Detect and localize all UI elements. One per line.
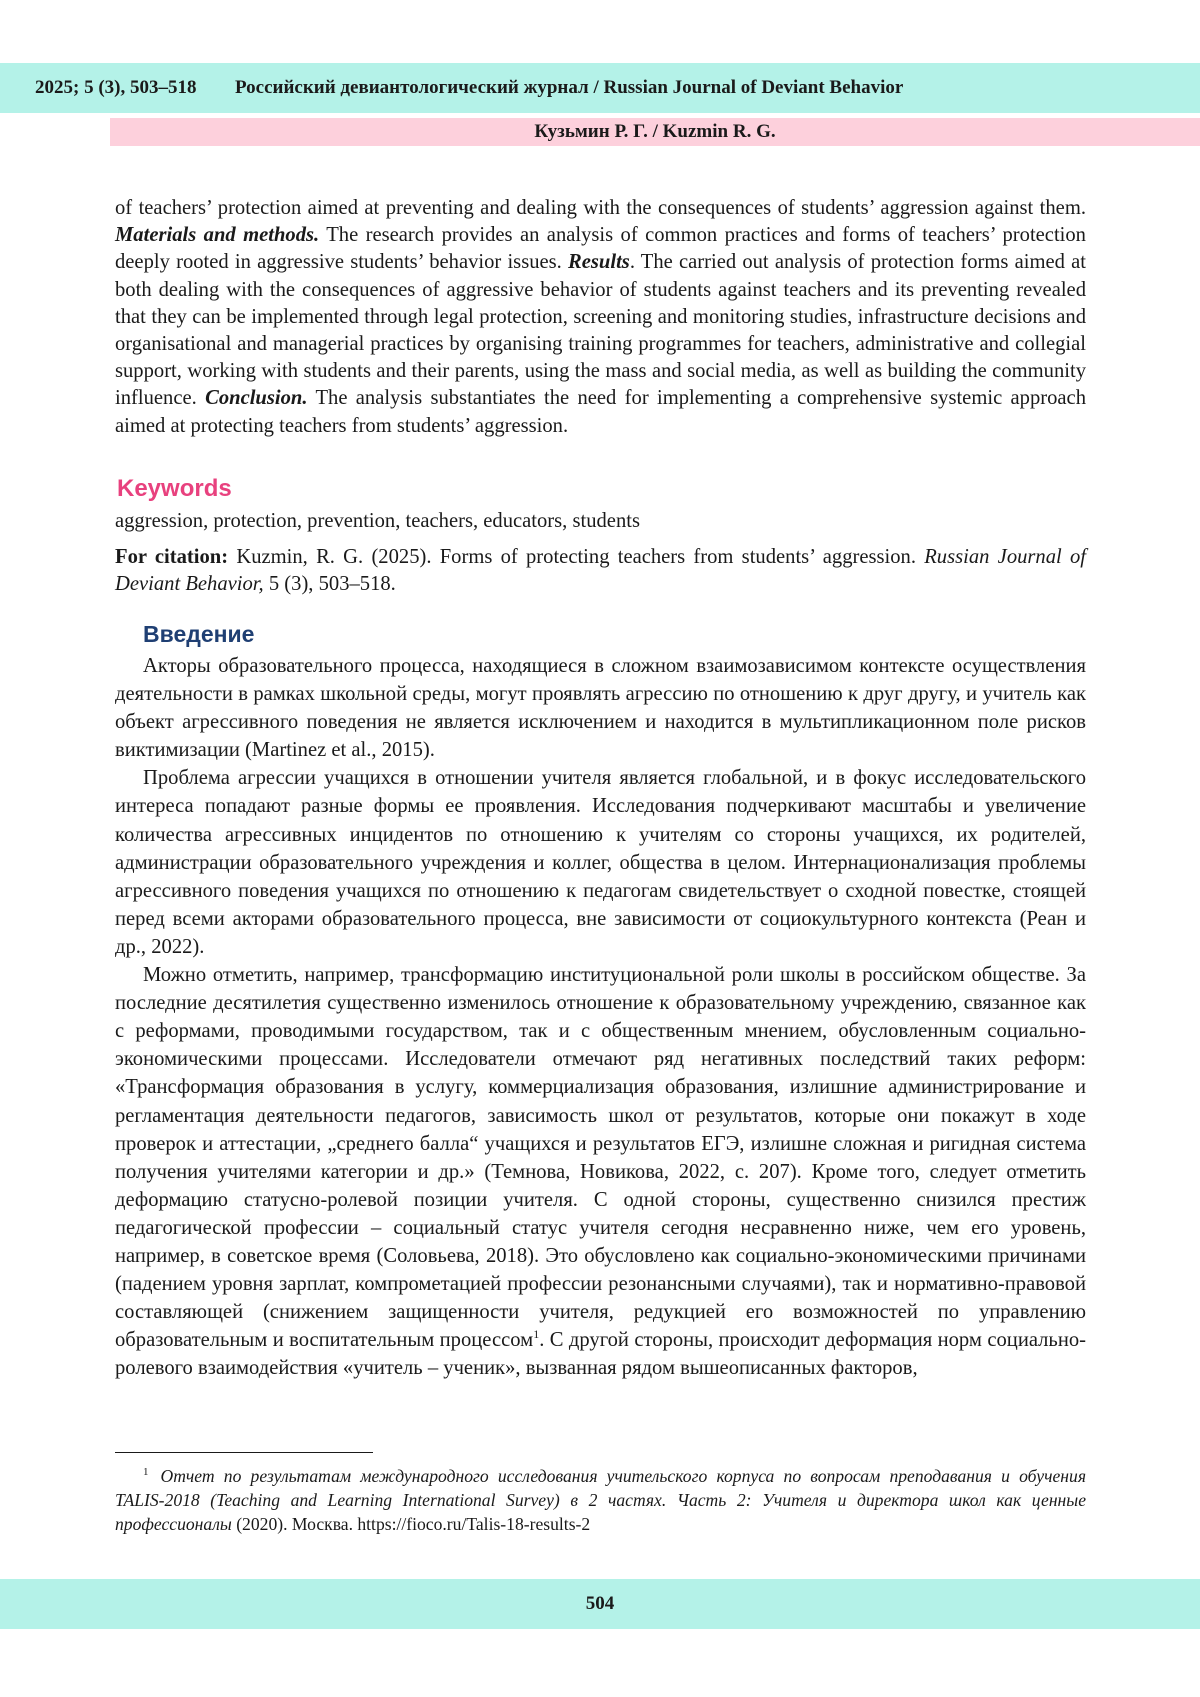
citation-text: Kuzmin, R. G. (2025). Forms of protecting teachers from students’ aggression. bbox=[228, 546, 925, 568]
footnote-italic: Отчет по результатам международного исследования учительского корпуса по вопросам преподавания и обучения TALIS-2018 (Teaching and Learning International Survey) в 2 частях. Часть 2: Учителя и директора школ как ценные профессионалы bbox=[115, 1465, 1086, 1534]
footnote-mark: 1 bbox=[143, 1466, 149, 1478]
citation-tail: 5 (3), 503–518. bbox=[263, 573, 396, 596]
running-header bbox=[0, 63, 1200, 113]
abstract-part-4: The analysis substantiates the need for implementing a comprehensive systemic approach aimed at protecting teachers from students’ aggression. bbox=[115, 387, 1086, 437]
issue-info: 2025; 5 (3), 503–518 bbox=[35, 77, 197, 98]
page-number: 504 bbox=[0, 1579, 1200, 1629]
abstract-part-2: The research provides an analysis of common practices and forms of teachers’ protection deeply rooted in aggressive students’ behavior issues. bbox=[115, 224, 1086, 274]
paragraph-2: Проблема агрессии учащихся в отношении учителя является глобальной, и в фокус исследовательского интереса попадают разные формы ее проявления. Исследования подчеркивают масштабы и увеличение количества агрессивных инцидентов по отношению к учителям со стороны учащихся, их родителей, администрации образовательного учреждения и коллег, общества в целом. Интернационализация проблемы агрессивного поведения учащихся по отношению к педагогам свидетельствует о сходной повестке, стоящей перед всеми акторами образовательного процесса, вне зависимости от социокультурного контекста (Реан и др., 2022). bbox=[115, 767, 1086, 958]
paragraph-3-part-b: . С другой стороны, происходит деформация норм социально-ролевого взаимодействия «учитель – ученик», вызванная рядом вышеописанных факторов, bbox=[115, 1329, 1087, 1380]
keywords-heading: Keywords bbox=[117, 475, 232, 502]
citation bbox=[115, 544, 1086, 598]
results-label: Results bbox=[568, 251, 630, 274]
footnote-tail: (2020). Москва. https://fioco.ru/Talis-18-results-2 bbox=[231, 1513, 591, 1534]
citation-label: For citation: bbox=[115, 546, 229, 568]
paragraph-3-part-a: Можно отметить, например, трансформацию институциональной роли школы в российском обществе. За последние десятилетия существенно изменилось отношение к образовательному учреждению, связанное как с реформами, проводимыми государством, так и с общественным мнением, обусловленным социально-экономическими процессами. Исследователи отмечают ряд негативных последствий таких реформ: «Трансформация образования в услугу, коммерциализация образования, излишние администрирование и регламентация деятельности педагогов, зависимость школ от результатов, которые они покажут в ходе проверок и аттестации, „среднего балла“ учащихся и результатов ЕГЭ, излишне сложная и ригидная система получения учителями категории и др.» (Темнова, Новикова, 2022, с. 207). Кроме того, следует отметить деформацию статусно-ролевой позиции учителя. С одной стороны, существенно снизился престиж педагогической профессии – социальный статус учителя сегодня несравненно ниже, чем его уровень, например, в советское время (Соловьева, 2018). Это обусловлено как социально-экономическими причинами (падением уровня зарплат, компрометацией профессии резонансными случаями), так и нормативно-правовой составляющей (снижением защищенности учителя, редукцией его возможностей по управлению образовательным и воспитательным процессом bbox=[115, 964, 1086, 1352]
paragraph-3 bbox=[115, 961, 1086, 1382]
keywords-list: aggression, protection, prevention, teachers, educators, students bbox=[115, 510, 640, 532]
footnote bbox=[115, 1460, 1086, 1536]
section-heading: Введение bbox=[143, 621, 255, 647]
abstract-text bbox=[115, 195, 1086, 440]
body-text bbox=[115, 652, 1086, 1382]
citation-journal: Russian Journal of Deviant Behavior, bbox=[115, 546, 1086, 596]
journal-title: Российский девиантологический журнал / Russian Journal of Deviant Behavior bbox=[235, 77, 904, 98]
abstract-part-3: . The carried out analysis of protection forms aimed at both dealing with the consequences of aggressive behavior of students against teachers and its preventing revealed that they can be implemented through legal protection, screening and monitoring studies, infrastructure decisions and organisational and managerial practices by organising training programmes for teachers, administrative and collegial support, working with students and their parents, using the mass and social media, as well as building the community influence. bbox=[115, 251, 1086, 410]
author-header: Кузьмин Р. Г. / Kuzmin R. G. bbox=[110, 118, 1200, 146]
conclusion-label: Conclusion. bbox=[205, 387, 308, 410]
methods-label: Materials and methods. bbox=[115, 224, 320, 247]
footnote-ref: 1 bbox=[533, 1327, 540, 1342]
footnote-divider bbox=[115, 1452, 373, 1453]
paragraph-1: Акторы образовательного процесса, находящиеся в сложном взаимозависимом контексте осуществления деятельности в рамках школьной среды, могут проявлять агрессию по отношению к друг другу, и учитель как объект агрессивного поведения не является исключением и находится в мультипликационном поле рисков виктимизации (Martinez et al., 2015). bbox=[115, 655, 1086, 762]
abstract-part-1: of teachers’ protection aimed at preventing and dealing with the consequences of students’ aggression against them. bbox=[115, 197, 1086, 219]
